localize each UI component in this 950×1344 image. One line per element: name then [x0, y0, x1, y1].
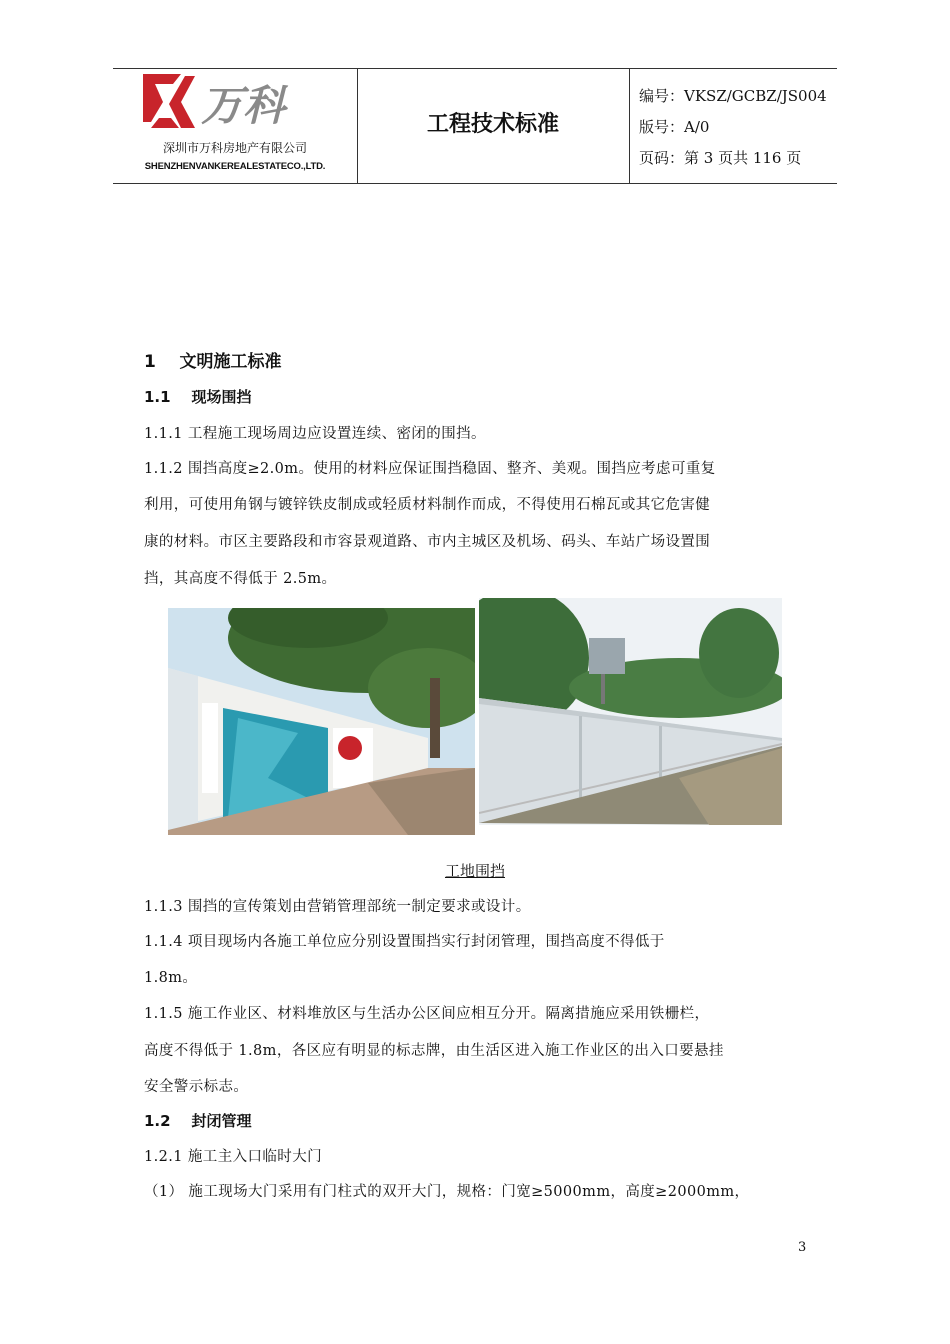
section-number: 1: [144, 352, 156, 372]
company-name-cn: 深圳市万科房地产有限公司: [162, 141, 307, 155]
subsection-title: 现场围挡: [191, 388, 252, 406]
document-title: 工程技术标准: [426, 112, 559, 137]
vanke-logo-icon: [141, 72, 331, 136]
subsection-heading: [144, 1110, 251, 1131]
document-version: 版号：A/0: [639, 118, 710, 136]
paragraph-1-1-5-line: 安全警示标志。: [144, 1079, 249, 1095]
document-code: 编号：VKSZ/GCBZ/JS004: [639, 87, 827, 105]
page-number: 3: [798, 1240, 807, 1255]
svg-text:万科: 万科: [201, 81, 286, 130]
company-name-en: SHENZHENVANKEREALESTATECO.,LTD.: [144, 161, 326, 172]
subsection-number: 1.2: [144, 1112, 171, 1130]
document-header: [113, 68, 837, 184]
figure-caption: 工地围挡: [444, 862, 505, 880]
paragraph-1-2-1: 1.2.1 施工主入口临时大门: [144, 1149, 323, 1165]
subsection-heading: [144, 386, 251, 407]
hoarding-photo-left: [168, 608, 475, 835]
document-page-count: 页码：第 3 页共 116 页: [639, 149, 802, 167]
document-meta: [639, 81, 827, 174]
subsection-title: 封闭管理: [191, 1112, 252, 1130]
company-logo: [113, 69, 357, 183]
paragraph-1-1-1: 1.1.1 工程施工现场周边应设置连续、密闭的围挡。: [144, 426, 486, 442]
paragraph-1-1-2-line: 挡，其高度不得低于 2.5m。: [144, 571, 337, 587]
paragraph-1-1-5-line: 高度不得低于 1.8m，各区应有明显的标志牌，由生活区进入施工作业区的出入口要悬挂: [144, 1043, 724, 1059]
subsection-number: 1.1: [144, 388, 171, 406]
paragraph-1-1-4-line: 1.8m。: [144, 970, 198, 986]
hoarding-photo-right: [479, 598, 782, 825]
paragraph-1-1-2-line: 康的材料。市区主要路段和市容景观道路、市内主城区及机场、码头、车站广场设置围: [144, 534, 711, 550]
header-divider: [629, 69, 630, 183]
paragraph-1-1-2: 1.1.2 围挡高度≥2.0m。使用的材料应保证围挡稳固、整齐、美观。围挡应考虑可重复: [144, 461, 716, 477]
paragraph-1-1-3: 1.1.3 围挡的宣传策划由营销管理部统一制定要求或设计。: [144, 899, 531, 915]
paragraph-1-2-1-item-1: （1） 施工现场大门采用有门柱式的双开大门，规格：门宽≥5000mm，高度≥2000mm，: [144, 1184, 750, 1200]
paragraph-1-1-4: 1.1.4 项目现场内各施工单位应分别设置围挡实行封闭管理，围挡高度不得低于: [144, 934, 665, 950]
paragraph-1-1-5: 1.1.5 施工作业区、材料堆放区与生活办公区间应相互分开。隔离措施应采用铁栅栏，: [144, 1006, 710, 1022]
section-heading: [144, 347, 282, 372]
section-title: 文明施工标准: [179, 352, 282, 372]
paragraph-1-1-2-line: 利用，可使用角钢与镀锌铁皮制成或轻质材料制作而成，不得使用石棉瓦或其它危害健: [144, 497, 711, 513]
